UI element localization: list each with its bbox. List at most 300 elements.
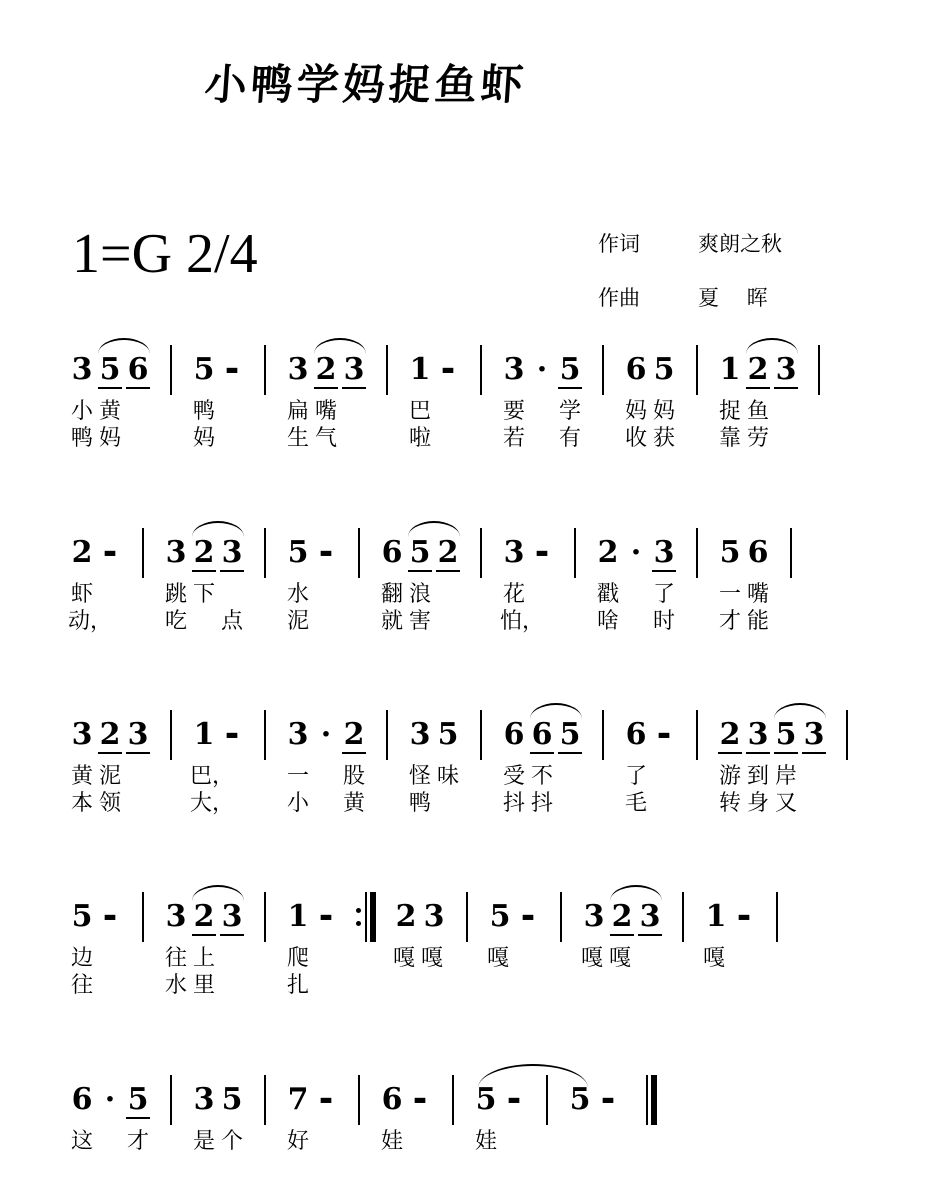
note: 5	[287, 535, 309, 570]
barline	[264, 710, 266, 760]
spacer	[256, 608, 274, 635]
spacer	[472, 790, 490, 817]
lyric: 黄	[70, 764, 93, 789]
note-cell	[218, 1072, 246, 1128]
lyric-measure	[274, 763, 378, 790]
spacer	[350, 581, 368, 608]
note: 3	[409, 717, 431, 752]
lyric-measure	[368, 608, 472, 635]
measure	[490, 525, 566, 581]
measure	[58, 889, 134, 945]
spacer	[378, 790, 396, 817]
lyric: 才	[718, 609, 741, 634]
note-cell	[716, 342, 744, 398]
lyric	[434, 790, 462, 817]
note-cell	[124, 1072, 152, 1128]
lyric: 时	[652, 609, 675, 634]
lyric-measure	[706, 425, 810, 452]
spacer	[378, 398, 396, 425]
note: 3	[654, 525, 675, 581]
note: 2	[395, 899, 417, 934]
notes-row	[58, 889, 786, 945]
lyric: 啥	[596, 609, 619, 634]
lyric-measure	[368, 581, 472, 608]
lyric: 能	[746, 609, 769, 634]
lyric: 怕，	[500, 609, 545, 634]
note: 3	[222, 525, 243, 581]
note: 2	[100, 707, 121, 763]
measure	[396, 707, 472, 763]
lyric-measure	[274, 972, 350, 999]
lyric: 浪	[408, 582, 431, 607]
lyric: 里	[192, 973, 215, 998]
note-cell	[378, 525, 406, 581]
spacer	[782, 608, 800, 635]
note: 2	[194, 525, 215, 581]
note-cell	[528, 525, 556, 581]
note: 3	[503, 535, 525, 570]
barline	[466, 892, 468, 942]
measure	[368, 525, 472, 581]
note: ▬	[319, 909, 333, 925]
barline	[682, 892, 684, 942]
barline	[696, 345, 698, 395]
spacer	[256, 1128, 274, 1155]
lyric-measure	[706, 608, 782, 635]
note-cell	[96, 525, 124, 581]
spacer	[162, 398, 180, 425]
measure	[58, 342, 162, 398]
thin-bar	[646, 1075, 648, 1125]
lyric: 有	[558, 426, 581, 451]
measure	[692, 889, 768, 945]
lyric-measure	[58, 790, 162, 817]
slur	[314, 338, 366, 354]
barline	[264, 1075, 266, 1125]
note-cell	[622, 525, 650, 581]
lyric: 好	[286, 1129, 309, 1154]
note-cell	[312, 707, 340, 763]
spacer	[472, 581, 490, 608]
lyric-measure	[568, 945, 672, 972]
lyric	[434, 608, 462, 635]
lyric	[218, 763, 246, 790]
measure	[612, 707, 688, 763]
spacer	[256, 790, 274, 817]
barline	[170, 710, 172, 760]
spacer	[256, 972, 274, 999]
spacer	[672, 945, 690, 972]
measure	[58, 707, 162, 763]
lyric: 味	[436, 764, 459, 789]
note: 3	[583, 899, 605, 934]
lyric: 嘎	[580, 946, 603, 971]
lyric: 是	[192, 1129, 215, 1154]
spacer	[472, 398, 490, 425]
barline	[790, 528, 792, 578]
note-cell	[190, 342, 218, 398]
lyric	[772, 398, 800, 425]
note-cell	[124, 707, 152, 763]
note: 2	[71, 535, 93, 570]
repeat-dots	[356, 908, 361, 926]
lyric	[284, 1155, 312, 1182]
note-cell	[594, 1072, 622, 1128]
lyric	[634, 972, 662, 999]
lyric: 娃	[474, 1129, 497, 1154]
lyric: 一	[718, 582, 741, 607]
lyric	[68, 1155, 96, 1182]
spacer	[838, 763, 856, 790]
barline	[574, 528, 576, 578]
lyric: 获	[652, 426, 675, 451]
lyric-measure	[274, 1155, 350, 1182]
lyric	[96, 1155, 124, 1182]
notes-row	[58, 342, 828, 398]
lyric-measure	[180, 1155, 256, 1182]
lyric	[406, 1128, 434, 1155]
lyric	[124, 1155, 152, 1182]
note: 5	[410, 525, 431, 581]
note-cell	[162, 525, 190, 581]
note: 1	[719, 352, 741, 387]
note-cell	[716, 707, 744, 763]
lyric	[218, 972, 246, 999]
measure	[490, 342, 594, 398]
lyric: 上	[192, 946, 215, 971]
lyric: 花	[502, 582, 525, 607]
spacer	[134, 581, 152, 608]
measure	[152, 889, 256, 945]
lyric: 受	[502, 764, 525, 789]
spacer	[350, 1128, 368, 1155]
note-cell	[96, 889, 124, 945]
lyric: 吃	[164, 609, 187, 634]
lyric: 巴	[408, 399, 431, 424]
spacer	[688, 425, 706, 452]
note: 5	[569, 1082, 591, 1117]
note-cell	[96, 707, 124, 763]
lyric: 了	[624, 764, 647, 789]
note-cell	[312, 525, 340, 581]
barline	[358, 1075, 360, 1125]
lyric: 岸	[774, 764, 797, 789]
lyric	[418, 972, 446, 999]
lyric	[622, 581, 650, 608]
lyrics-verse-1	[58, 1128, 671, 1155]
lyric: 鸭	[192, 399, 215, 424]
lyric	[390, 972, 418, 999]
barline	[142, 892, 144, 942]
note-cell	[312, 889, 340, 945]
spacer	[134, 972, 152, 999]
note: 1	[705, 899, 727, 934]
lyrics-verse-1	[58, 945, 786, 972]
lyric-measure	[706, 581, 782, 608]
note: 5	[193, 352, 215, 387]
note-cell	[744, 525, 772, 581]
note: 3	[287, 352, 309, 387]
note-cell	[284, 707, 312, 763]
lyric: 不	[530, 764, 553, 789]
note: 3	[222, 889, 243, 945]
lyric: 往	[70, 973, 93, 998]
note-cell	[68, 707, 96, 763]
note-cell	[68, 525, 96, 581]
lyric: 动，	[68, 609, 113, 634]
note: 3	[71, 717, 93, 752]
note-cell	[500, 525, 528, 581]
lyric: 身	[746, 791, 769, 816]
lyric	[312, 608, 340, 635]
lyric	[96, 972, 124, 999]
notes-row	[58, 525, 800, 581]
lyric: 这	[70, 1129, 93, 1154]
note: 3	[640, 889, 661, 945]
lyric	[512, 972, 540, 999]
measure	[706, 707, 838, 763]
note-cell	[650, 525, 678, 581]
measure	[706, 342, 810, 398]
lyric	[218, 1155, 246, 1182]
lyric-measure	[180, 1128, 256, 1155]
lyric: 妈	[624, 399, 647, 424]
barline	[358, 528, 360, 578]
lyric	[96, 608, 124, 635]
barline	[386, 710, 388, 760]
lyric	[378, 1155, 406, 1182]
lyrics-verse-2	[58, 608, 800, 635]
lyric-measure	[274, 608, 350, 635]
lyric: 跳	[164, 582, 187, 607]
note: 2	[194, 889, 215, 945]
slur	[192, 885, 244, 901]
dot	[356, 908, 361, 913]
lyric: 妈	[652, 399, 675, 424]
note-cell	[434, 342, 462, 398]
lyric	[556, 790, 584, 817]
lyrics-verse-2	[58, 790, 856, 817]
lyric	[340, 425, 368, 452]
lyric: 到	[746, 764, 769, 789]
staff-line	[58, 342, 828, 452]
lyric: 劳	[746, 426, 769, 451]
lyric-measure	[58, 608, 134, 635]
measure	[274, 1072, 350, 1128]
spacer	[672, 972, 690, 999]
note: 3	[423, 899, 445, 934]
lyric: 才	[126, 1129, 149, 1154]
lyric-measure	[368, 1155, 444, 1182]
lyric	[434, 398, 462, 425]
lyric: 边	[70, 946, 93, 971]
lyric	[96, 945, 124, 972]
note-cell	[500, 342, 528, 398]
lyric: 气	[314, 426, 337, 451]
lyric-measure	[462, 1155, 538, 1182]
spacer	[162, 790, 180, 817]
note: 5	[776, 707, 797, 763]
lyric: 嘎	[608, 946, 631, 971]
lyric: 水	[286, 582, 309, 607]
lyric-measure	[396, 425, 472, 452]
lyric-measure	[396, 790, 472, 817]
note: 3	[748, 707, 769, 763]
spacer	[632, 1155, 671, 1182]
lyric	[650, 763, 678, 790]
lyric	[96, 581, 124, 608]
lyric: 怪	[408, 764, 431, 789]
measure	[58, 1072, 162, 1128]
spacer	[538, 1155, 556, 1182]
spacer	[256, 945, 274, 972]
lyric-measure	[58, 1155, 162, 1182]
lyric-measure	[556, 1128, 632, 1155]
lyric-measure	[556, 1155, 632, 1182]
spacer	[134, 945, 152, 972]
spacer	[550, 972, 568, 999]
lyric: 嘴	[314, 399, 337, 424]
measure	[476, 889, 552, 945]
note-cell	[218, 707, 246, 763]
spacer	[256, 581, 274, 608]
lyric: 害	[408, 609, 431, 634]
note: ▬	[103, 545, 117, 561]
note: 2	[316, 342, 337, 398]
thick-bar	[370, 892, 376, 942]
lyric-measure	[152, 581, 256, 608]
note: 1	[193, 717, 215, 752]
note: ▬	[441, 362, 455, 378]
spacer	[688, 398, 706, 425]
lyric	[634, 945, 662, 972]
note: 5	[653, 352, 675, 387]
lyric	[218, 425, 246, 452]
lyric: 若	[502, 426, 525, 451]
lyric	[312, 1155, 340, 1182]
lyric	[528, 581, 556, 608]
lyric-measure	[368, 1128, 444, 1155]
note: ·	[104, 1082, 116, 1117]
measure	[396, 342, 472, 398]
final-barline	[646, 1075, 657, 1125]
note: 1	[409, 352, 431, 387]
note: 6	[532, 707, 553, 763]
lyric: 娃	[380, 1129, 403, 1154]
note-cell	[340, 707, 368, 763]
note-cell	[622, 707, 650, 763]
lyric	[124, 763, 152, 790]
note-cell	[716, 525, 744, 581]
lyric	[406, 1155, 434, 1182]
tie	[478, 1064, 588, 1088]
slur	[98, 338, 150, 354]
measure	[612, 342, 688, 398]
lyric: 啦	[408, 426, 431, 451]
note: 2	[344, 707, 365, 763]
note: ·	[320, 717, 332, 752]
note: ▬	[657, 727, 671, 743]
lyric: 巴，	[190, 764, 235, 789]
note-cell	[744, 707, 772, 763]
note: 6	[625, 352, 647, 387]
barline	[142, 528, 144, 578]
note-cell	[580, 889, 608, 945]
note: 5	[475, 1082, 497, 1117]
lyric-measure	[58, 763, 162, 790]
spacer	[350, 972, 380, 999]
note: ▬	[521, 909, 535, 925]
lyric	[434, 581, 462, 608]
lyric: 毛	[624, 791, 647, 816]
measure	[274, 342, 378, 398]
lyric: 要	[502, 399, 525, 424]
note-cell	[650, 342, 678, 398]
lyric: 学	[558, 399, 581, 424]
lyric: 捉	[718, 399, 741, 424]
note: 2	[748, 342, 769, 398]
lyric-measure	[152, 608, 256, 635]
note: 2	[720, 707, 741, 763]
lyric-measure	[568, 972, 672, 999]
lyric-measure	[274, 398, 378, 425]
lyrics-verse-2	[58, 1155, 671, 1182]
note-cell	[378, 1072, 406, 1128]
note-cell	[406, 707, 434, 763]
lyric	[340, 398, 368, 425]
spacer	[594, 790, 612, 817]
lyric: 生	[286, 426, 309, 451]
lyric: 了	[652, 582, 675, 607]
lyric: 游	[718, 764, 741, 789]
note: 5	[128, 1072, 149, 1128]
note-cell	[650, 707, 678, 763]
measure	[570, 889, 674, 945]
lyric-measure	[490, 608, 566, 635]
lyric	[218, 790, 246, 817]
note-cell	[556, 342, 584, 398]
note: 3	[804, 707, 825, 763]
note: 6	[381, 1082, 403, 1117]
lyric	[728, 945, 756, 972]
note-cell	[514, 889, 542, 945]
spacer	[134, 608, 152, 635]
spacer	[472, 763, 490, 790]
spacer	[472, 608, 490, 635]
slur	[408, 521, 460, 537]
note-cell	[190, 707, 218, 763]
lyric-measure	[490, 790, 594, 817]
note: 5	[489, 899, 511, 934]
note: 6	[625, 717, 647, 752]
lyric	[728, 972, 756, 999]
lyric	[312, 1128, 340, 1155]
note: 5	[71, 899, 93, 934]
spacer	[456, 945, 474, 972]
lyric-measure	[380, 945, 456, 972]
spacer	[782, 581, 800, 608]
note: ▬	[601, 1092, 615, 1108]
spacer	[256, 425, 274, 452]
lyric: 泥	[286, 609, 309, 634]
lyric-measure	[274, 790, 378, 817]
thin-bar	[365, 892, 367, 942]
spacer	[378, 425, 396, 452]
note: 3	[503, 352, 525, 387]
lyric	[512, 945, 540, 972]
lyric-measure	[274, 1128, 350, 1155]
spacer	[162, 1128, 180, 1155]
